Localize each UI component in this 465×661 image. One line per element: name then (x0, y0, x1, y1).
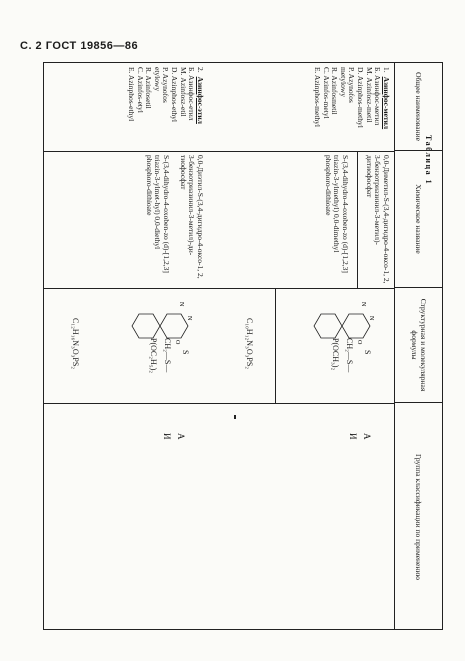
name-line-title: 2.Азинфос-этил (196, 67, 205, 124)
chemical-name-cell (208, 151, 394, 288)
ester-fragment: P(OCH₃)₂ (331, 338, 340, 371)
group-code: И (347, 433, 358, 440)
group-code: И (161, 433, 172, 440)
inner-divider (357, 151, 358, 288)
header-common-name: Общее наименование (394, 63, 442, 151)
name-line: E. Azinphos-methyl (313, 67, 322, 127)
molecular-formula: C₁₀H₁₂N₃O₃PS₂ (245, 318, 254, 370)
name-line: C. Azinfos-etyl (135, 67, 145, 113)
common-name-cell (208, 63, 394, 151)
svg-text:N: N (360, 302, 366, 307)
name-line: D. Azinphos-ethyl (170, 67, 180, 122)
table-row (208, 63, 394, 629)
name-line: R. Azinfosmetil (330, 67, 340, 115)
name-line: R. Azinfosetil (144, 67, 154, 109)
chemical-name-ru: 0,0-Диметил-S-(3,4-дигидро-4-оксо-1, 2, 3-бензотриазинил-3-метил)-дитиофосфат (364, 155, 391, 284)
name-line: C. Azinfos-metyl (321, 67, 331, 119)
group-code: А (362, 433, 372, 440)
common-name-cell (44, 63, 208, 151)
svg-text:N: N (368, 316, 374, 321)
group-cell (44, 403, 208, 631)
name-line: М. Azinfosz-metil (364, 67, 374, 123)
svg-text:O: O (356, 340, 362, 345)
name-line-title: 1.Азинфос-метил (382, 67, 391, 130)
table-row (44, 63, 208, 629)
svg-text:O: O (174, 340, 180, 345)
svg-text:N: N (186, 316, 192, 321)
s-label: S (181, 350, 190, 355)
formula-cell (208, 288, 394, 403)
group-cell (208, 403, 394, 631)
header-chemical-name: Химическое название (394, 151, 442, 288)
name-line: etylowy (152, 67, 162, 92)
chemical-name-ru: 0,0-Диэтил-S-(3,4-дигидро-4-оксо-1, 2, 3-бензотриазинил-3-метил)-дитиофосфат (178, 155, 205, 279)
ch2-fragment: CH₂—S— (163, 338, 172, 373)
ch2-fragment: CH₂—S— (345, 338, 354, 373)
name-line: E. Azinphos-ethyl (127, 67, 136, 122)
table-caption: Таблица 1 (424, 135, 433, 186)
name-line: Б. Азинфос-етил (187, 67, 197, 121)
group-code: А (176, 433, 186, 440)
s-label: S (363, 350, 372, 355)
page-header: С. 2 ГОСТ 19856—86 (20, 40, 139, 52)
name-line: D. Azinphos-methyl (356, 67, 366, 128)
benzotriazine-structure (118, 294, 198, 354)
formula-cell (44, 288, 208, 403)
ester-fragment: P(OC₂H₅)₂ (149, 338, 158, 374)
name-line: P. Azynofos (161, 67, 171, 103)
molecular-formula: C₁₂H₁₆N₃O₃PS₂ (71, 318, 80, 370)
chemical-name-cell (44, 151, 208, 288)
chemical-name-en: S-(3,4-dihydro-4-oxoben-zo (d)-[1,2,3] triazin-3-ylmethyl) 0,0-dimethyl phosphoro-dithioate (323, 155, 351, 273)
name-line: М. Azinfosz-etil (178, 67, 188, 117)
header-formula: Структурная и молекулярная формулы (394, 288, 442, 403)
table-header-row (394, 63, 442, 629)
benzotriazine-structure (300, 294, 380, 354)
inner-divider (275, 288, 276, 403)
name-line: Б. Азинфос-метил (373, 67, 383, 126)
name-line: metylowy (338, 67, 348, 97)
chemical-name-en: S-(3,4-dihydro-4-oxoben-zo (d)-[1,2,3] triazin-3-ylmet-hyl) 0,0-diethyl phosphoro-dithioate (144, 155, 172, 273)
header-group: Группа классификации по применению (414, 454, 424, 580)
name-line: P. Azynofos (347, 67, 357, 103)
rotated-table (43, 62, 443, 630)
svg-text:N: N (178, 302, 184, 307)
